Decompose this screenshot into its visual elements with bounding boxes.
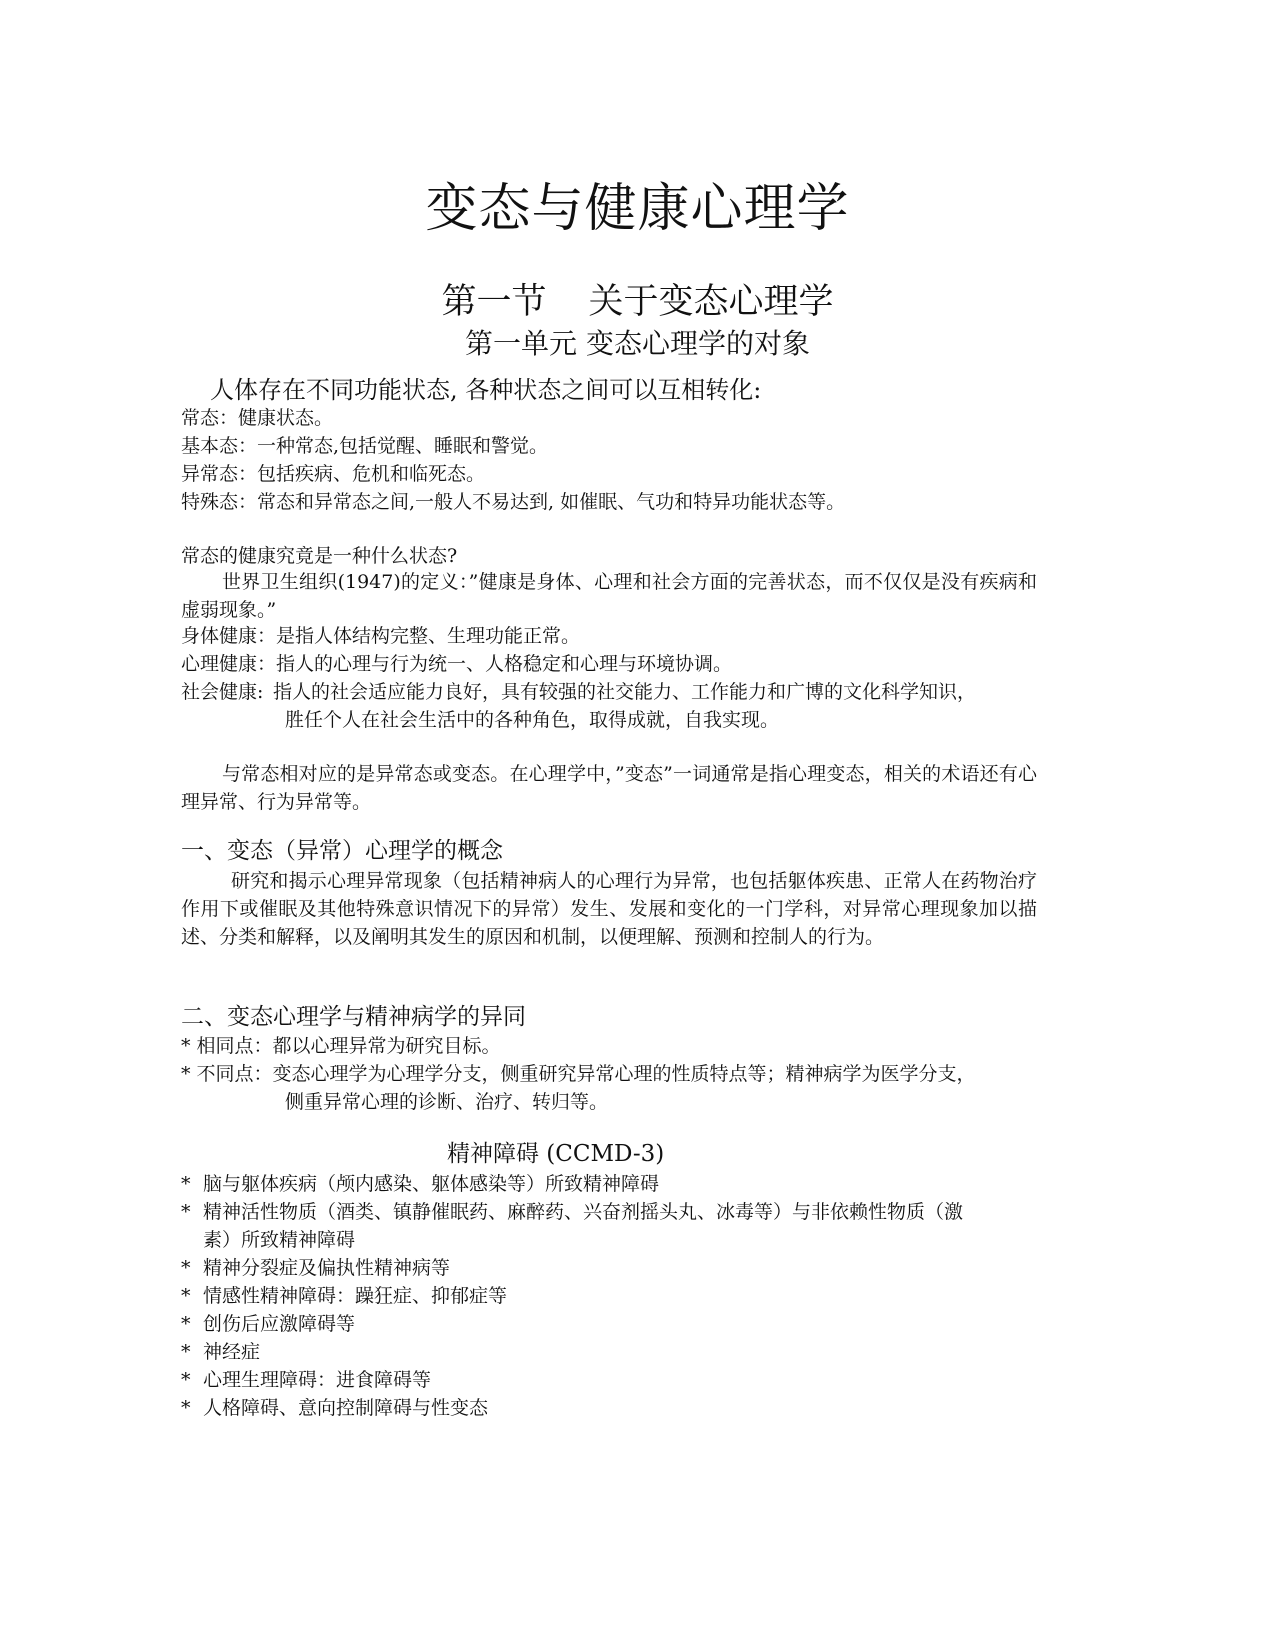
- bullet: *: [181, 1369, 191, 1391]
- list-item: * 创伤后应激障碍等: [181, 1313, 356, 1335]
- concept-text: 研究和揭示心理异常现象（包括精神病人的心理行为异常，也包括躯体疾患、正常人在药物治疗作用下或催眠及其他特殊意识情况下的异常）发生、发展和变化的一门学科，对异常心理现象加以描述、分类和解释，以及阐明其发生的原因和机制，以便理解、预测和控制人的行为。: [181, 870, 1037, 948]
- section-name: 关于变态心理学: [588, 282, 834, 322]
- social-health-label: 社会健康:: [181, 681, 264, 703]
- bullet: *: [181, 1285, 191, 1307]
- social-health-line2: 胜任个人在社会生活中的各种角色，取得成就，自我实现。: [285, 709, 780, 731]
- intro-text: 人体存在不同功能状态, 各种状态之间可以互相转化:: [210, 376, 762, 404]
- social-health-line1: 指人的社会适应能力良好，具有较强的社交能力、工作能力和广博的文化科学知识，: [273, 681, 977, 703]
- comparison-heading: 二、变态心理学与精神病学的异同: [181, 1004, 526, 1030]
- bullet: *: [181, 1313, 191, 1335]
- comparison-similar: * 相同点：都以心理异常为研究目标。: [181, 1035, 501, 1057]
- state-abnormal: 异常态：包括疾病、危机和临死态。: [181, 463, 486, 485]
- state-normal: 常态：健康状态。: [181, 407, 334, 429]
- disorders-heading: 精神障碍 (CCMD-3): [447, 1141, 665, 1167]
- comparison-different-line2: 侧重异常心理的诊断、治疗、转归等。: [285, 1091, 609, 1113]
- unit-heading: 第一单元 变态心理学的对象: [465, 327, 810, 360]
- bullet: *: [181, 1173, 191, 1195]
- list-item: * 脑与躯体疾病（颅内感染、躯体感染等）所致精神障碍: [181, 1173, 660, 1195]
- bullet: *: [181, 1201, 191, 1223]
- bullet: *: [181, 1257, 191, 1279]
- document-title: 变态与健康心理学: [425, 179, 850, 239]
- bullet: *: [181, 1397, 191, 1419]
- concept-heading: 一、变态（异常）心理学的概念: [181, 838, 503, 864]
- list-item: * 人格障碍、意向控制障碍与性变态: [181, 1397, 489, 1419]
- list-item-continuation: 素）所致精神障碍: [203, 1229, 356, 1251]
- section-heading: [0, 282, 1275, 322]
- abnormal-paragraph: 与常态相对应的是异常态或变态。在心理学中，”变态”一词通常是指心理变态，相关的术语还有心理异常、行为异常等。: [181, 763, 1037, 813]
- list-item: * 神经症: [181, 1341, 261, 1363]
- physical-health: 身体健康：是指人体结构完整、生理功能正常。: [181, 625, 581, 647]
- bullet: *: [181, 1341, 191, 1363]
- list-item: * 情感性精神障碍：躁狂症、抑郁症等: [181, 1285, 508, 1307]
- health-question: 常态的健康究竟是一种什么状态?: [181, 545, 458, 567]
- state-basic: 基本态：一种常态,包括觉醒、睡眠和警觉。: [181, 435, 549, 457]
- state-special: 特殊态：常态和异常态之间,一般人不易达到, 如催眠、气功和特异功能状态等。: [181, 491, 846, 513]
- section-number: 第一节: [441, 282, 547, 322]
- list-item: * 心理生理障碍：进食障碍等: [181, 1369, 432, 1391]
- list-item: * 精神分裂症及偏执性精神病等: [181, 1257, 451, 1279]
- who-definition: 世界卫生组织(1947)的定义：”健康是身体、心理和社会方面的完善状态，而不仅仅是没有疾病和虚弱现象。”: [181, 571, 1037, 621]
- mental-health: 心理健康：指人的心理与行为统一、人格稳定和心理与环境协调。: [181, 653, 733, 675]
- comparison-different-line1: * 不同点：变态心理学为心理学分支，侧重研究异常心理的性质特点等；精神病学为医学分支，: [181, 1063, 976, 1085]
- list-item: * 精神活性物质（酒类、镇静催眠药、麻醉药、兴奋剂摇头丸、冰毒等）与非依赖性物质（激: [181, 1201, 964, 1223]
